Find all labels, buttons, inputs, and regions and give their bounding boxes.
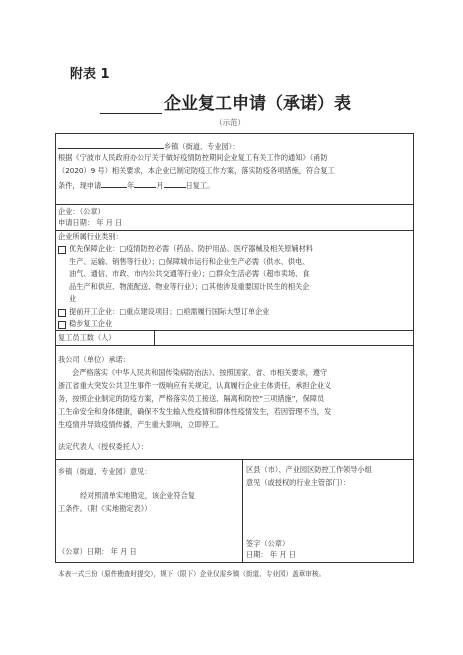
apply-text: 条件，现申请 (58, 181, 102, 190)
commitment-line-2: 会严格落实《中华人民共和国传染病防治法》、按照国家、省、市相关要求，遵守 (72, 368, 328, 377)
early-start-checkbox[interactable] (58, 309, 66, 317)
stable-start-checkbox[interactable] (58, 321, 66, 329)
commitment-section (56, 346, 413, 460)
footer-note: 本表一式三份（原件勘查时提交），规下（限下）企业仅需乡镇（街道、专业园）盖章审核。 (58, 570, 326, 578)
application-form (55, 133, 414, 563)
opinions-section (56, 460, 413, 562)
legal-representative-label: 法定代表人（授权委托人）： (58, 442, 148, 451)
application-date-label: 申请日期： 年 月 日 (58, 218, 123, 227)
enterprise-name-label: 企业：（公章） (58, 207, 105, 216)
early-start-row (58, 306, 410, 319)
opinions-divider (242, 460, 243, 562)
priority-line-4: 品生产和供应、物流配送、物业等行业）；□其他涉及重要国计民生的相关企 (69, 281, 310, 291)
stable-start-row (58, 318, 410, 331)
district-opinion-title-1: 区县（市）、产业园区防控工作领导小组 (246, 465, 372, 474)
priority-line-1: □疫情防控必需（药品、防护用品、医疗器械及相关原辅材料 (119, 244, 313, 253)
commitment-line-3: 浙江省重大突发公共卫生事件一级响应有关规定，认真履行企业主体责任，承担企业义 (58, 381, 332, 390)
workers-section (56, 331, 413, 346)
form-title (100, 89, 400, 114)
priority-checkbox[interactable] (58, 246, 66, 254)
priority-label: 优先保障企业： (69, 244, 120, 253)
day-blank[interactable] (164, 178, 186, 188)
workers-divider (154, 331, 155, 346)
enterprise-section (56, 205, 413, 231)
township-seal-date: （公章）日期： 年 月 日 (58, 547, 137, 556)
commitment-heading: 我公司（单位）承诺： (58, 355, 130, 364)
township-opinion-title: 乡镇（街道、专业园）意见： (58, 467, 152, 476)
year-blank[interactable] (101, 178, 127, 188)
township-blank[interactable] (58, 139, 164, 149)
priority-line-2: 生产、运输、销售等行业）；□保障城市运行和企业生产必需（供水、供电、 (69, 256, 310, 266)
year-text: 年 (127, 181, 135, 190)
month-blank[interactable] (134, 178, 156, 188)
intro-line-3: （2020）9 号）相关要求，本企业已制定防疫工作方案，落实防疫各项措施，符合复工 (58, 166, 335, 175)
commitment-line-5: 工生命安全和身体健康，确保不发生输入性疫情和群体性疫情发生，若因管理不当，发 (58, 407, 332, 416)
township-opinion-text-2: 工条件。（附《实地勘定表》） (58, 504, 152, 513)
attachment-label: 附表 1 (70, 67, 110, 82)
early-start-label: 提前开工企业： (69, 307, 120, 316)
day-text: 日复工。 (185, 181, 215, 190)
intro-line-2: 根据《宁波市人民政府办公厅关于做好疫情防控期间企业复工有关工作的通知》（甬防 (58, 153, 328, 162)
month-text: 月 (156, 181, 164, 190)
early-start-options: □重点建设项目；□亟需履行国际大型订单企业 (119, 307, 270, 316)
stable-start-label: 稳步复工企业 (69, 319, 113, 328)
district-opinion-title-2: 意见（或授权的行业主管部门）： (246, 478, 351, 487)
workers-label: 复工员工数（人） (58, 333, 116, 342)
title-blank-line (100, 96, 162, 114)
commitment-line-6: 生疫情并导致疫情传播，产生重大影响，立即停工。 (58, 420, 224, 429)
intro-line-4 (58, 178, 410, 193)
priority-line-3: 油气、通信、市政、市内公共交通等行业）；□群众生活必需（超市卖场、食 (69, 269, 310, 279)
industry-header: 企业所属行业类别： (58, 232, 123, 241)
industry-section (56, 231, 413, 331)
district-sign-label: 签字（公章） (246, 539, 290, 548)
commitment-line-4: 务，按照企业制定的防疫方案，严格落实员工接送、隔离和防控“三项措施”，保障员 (58, 394, 325, 403)
priority-enterprise-row (58, 243, 410, 306)
title-text: 企业复工申请（承诺）表 (164, 94, 351, 114)
workers-count-field[interactable] (156, 332, 406, 344)
township-suffix: 乡镇（街道、专业园）： (164, 142, 240, 151)
district-date-label: 日期： 年 月 日 (246, 550, 296, 559)
township-opinion-text-1: 经对照清单实地勘定，该企业符合复 (80, 491, 196, 500)
sample-note: （示范） (215, 118, 245, 127)
priority-line-5: 业 (69, 294, 77, 304)
intro-section (56, 134, 413, 205)
